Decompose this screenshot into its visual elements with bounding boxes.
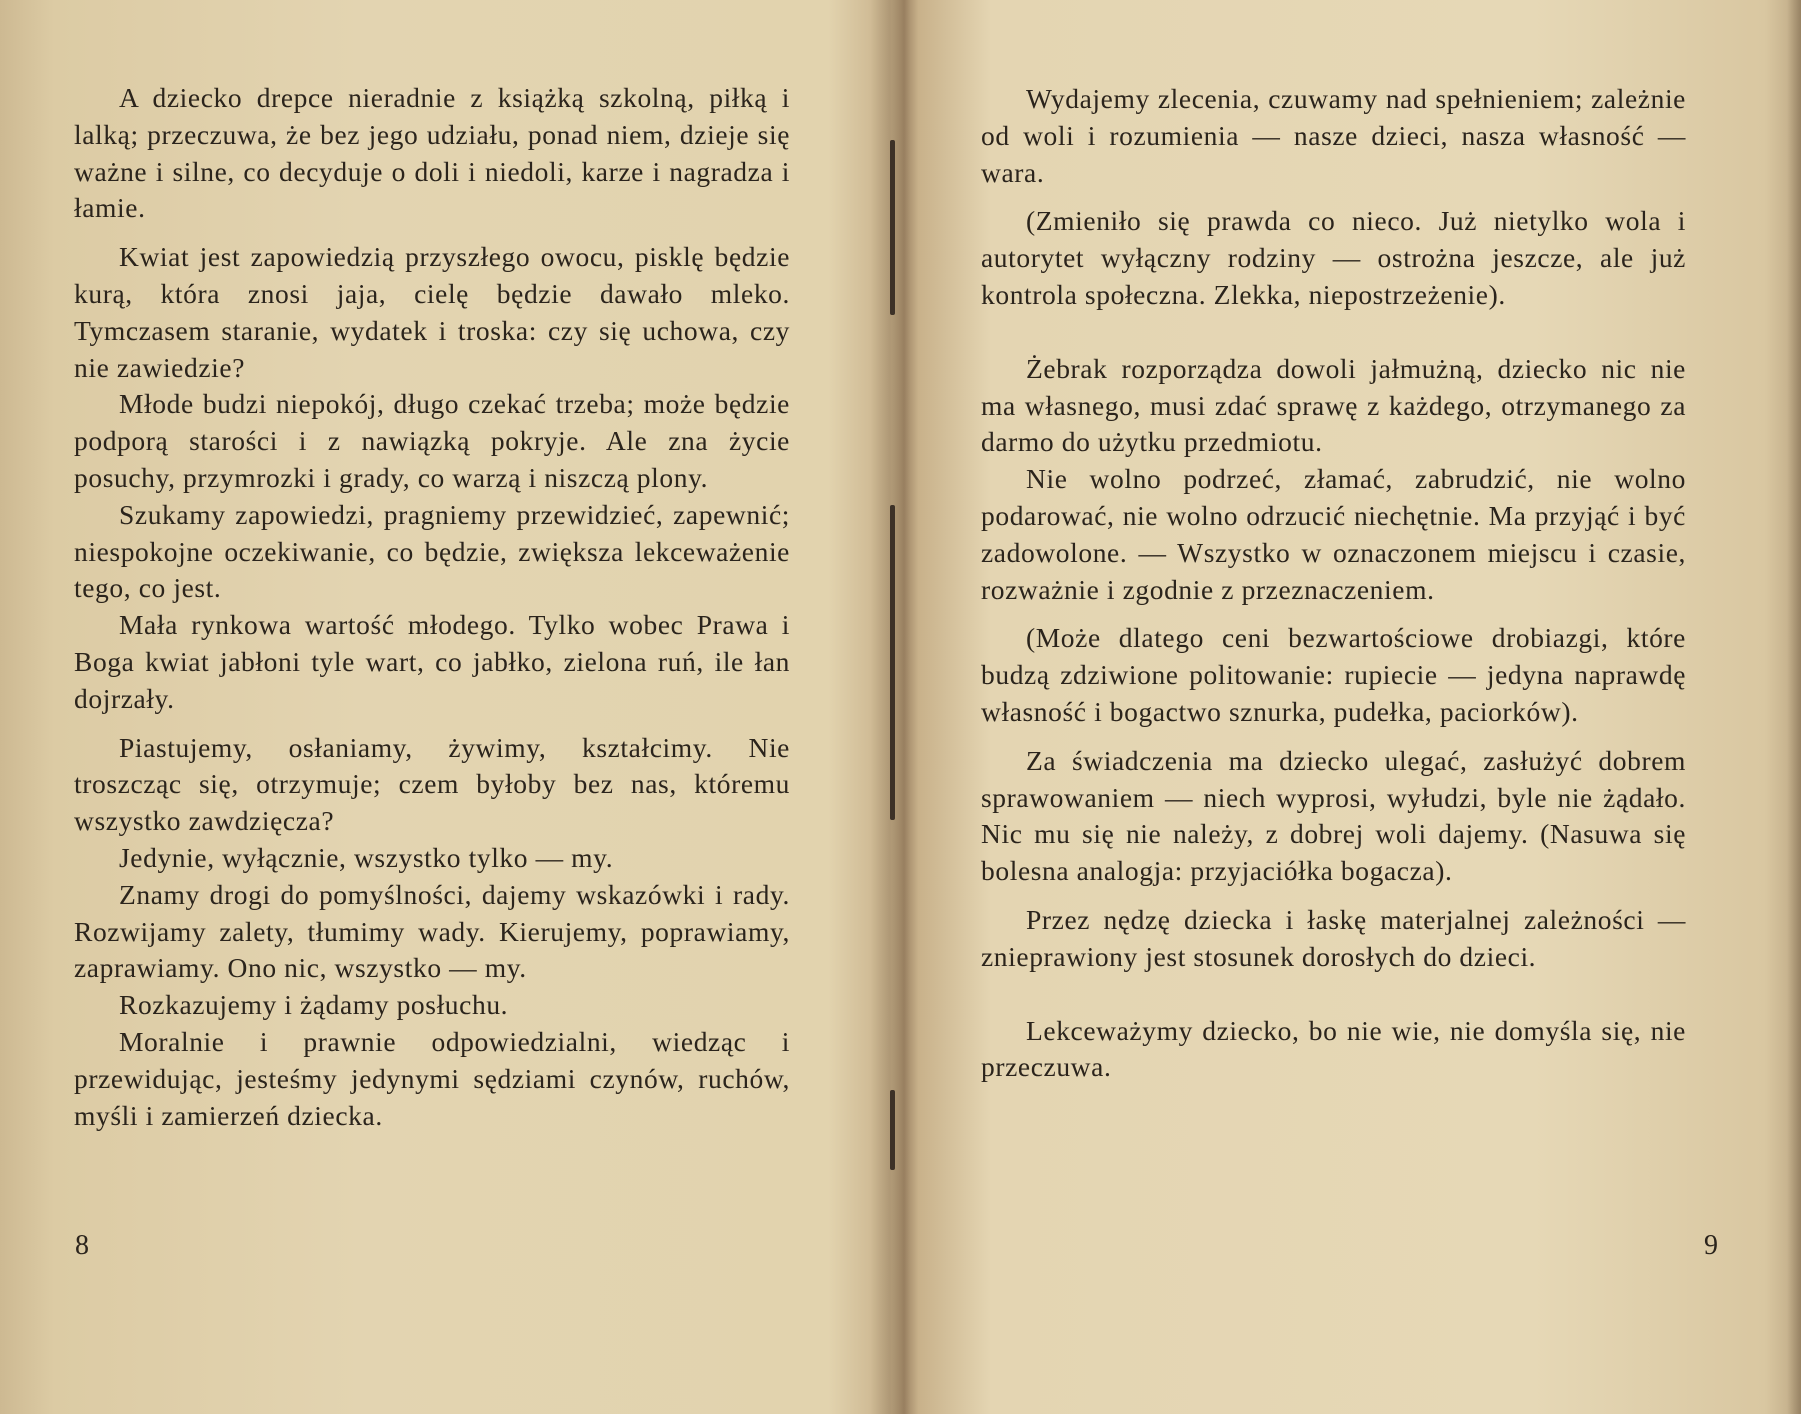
paragraph: Piastujemy, osłaniamy, żywimy, kształcimy. Nie troszcząc się, otrzymuje; czem byłoby bez nas, któremu wszystko zawdzięcza?	[74, 731, 790, 837]
paragraph: Szukamy zapowiedzi, pragniemy przewidzieć, zapewnić; niespokojne oczekiwanie, co będzie, zwiększa lekceważenie tego, co jest.	[74, 498, 790, 604]
paragraph: Lekceważymy dziecko, bo nie wie, nie domyśla się, nie przeczuwa.	[981, 1014, 1686, 1083]
paragraph: Jedynie, wyłącznie, wszystko tylko — my.	[119, 841, 614, 873]
paragraph: Moralnie i prawnie odpowiedzialni, wiedząc i przewidując, jesteśmy jedynymi sędziami czynów, ruchów, myśli i zamierzeń dziecka.	[74, 1025, 790, 1131]
left-page-text	[74, 80, 790, 1134]
paragraph: Młode budzi niepokój, długo czekać trzeba; może będzie podporą starości i z nawiązką pokryje. Ale zna życie posuchy, przymrozki i grady, co warzą i niszczą plony.	[74, 388, 790, 493]
paragraph: Mała rynkowa wartość młodego. Tylko wobec Prawa i Boga kwiat jabłoni tyle wart, co jabłko, zielona ruń, ile łan dojrzały.	[74, 609, 790, 714]
paragraph: Za świadczenia ma dziecko ulegać, zasłużyć dobrem sprawowaniem — niech wyprosi, wyłudzi, byle nie żądało. Nic mu się nie należy, z dobrej woli dajemy. (Nasuwa się bolesna analogja: przyjaciółka bogacza).	[981, 744, 1686, 887]
paragraph: Wydajemy zlecenia, czuwamy nad spełnieniem; zależnie od woli i rozumienia — nasze dzieci, nasza własność — wara.	[981, 83, 1686, 188]
paragraph: Kwiat jest zapowiedzią przyszłego owocu, pisklę będzie kurą, która znosi jaja, cielę będzie dawało mleko. Tymczasem staranie, wydatek i troska: czy się uchowa, czy nie zawiedzie?	[74, 241, 790, 383]
page-number: 9	[1704, 1230, 1718, 1261]
paragraph: Nie wolno podrzeć, złamać, zabrudzić, nie wolno podarować, nie wolno odrzucić niechętnie. Ma przyjąć i być zadowolone. — Wszystko w oznaczonem miejscu i czasie, rozważnie i zgodnie z przeznaczeniem.	[981, 463, 1686, 605]
paragraph: Znamy drogi do pomyślności, dajemy wskazówki i rady. Rozwijamy zalety, tłumimy wady. Kierujemy, poprawiamy, zaprawiamy. Ono nic, wszystko — my.	[74, 878, 790, 984]
paragraph: Rozkazujemy i żądamy posłuchu.	[119, 989, 509, 1021]
paragraph: A dziecko drepce nieradnie z książką szkolną, piłką i lalką; przeczuwa, że bez jego udziału, ponad niem, dzieje się ważne i silne, co decyduje o doli i niedoli, karze i nagradza i łamie.	[74, 82, 790, 224]
right-page-text	[981, 81, 1686, 1086]
right-page	[890, 0, 1801, 1414]
left-page	[0, 0, 890, 1414]
paragraph: (Może dlatego ceni bezwartościowe drobiazgi, które budzą zdziwione politowanie: rupiecie — jedyna naprawdę własność i bogactwo sznurka, pudełka, paciorków).	[981, 622, 1686, 727]
paragraph: (Zmieniło się prawda co nieco. Już nietylko wola i autorytet wyłączny rodziny — ostrożna jeszcze, ale już kontrola społeczna. Zlekka, niepostrzeżenie).	[981, 205, 1686, 310]
paragraph: Żebrak rozporządza dowoli jałmużną, dziecko nic nie ma własnego, musi zdać sprawę z każdego, otrzymanego za darmo do użytku przedmiotu.	[981, 352, 1686, 458]
page-number: 8	[75, 1230, 89, 1261]
paragraph: Przez nędzę dziecka i łaskę materjalnej zależności — znieprawiony jest stosunek dorosłych do dzieci.	[981, 903, 1686, 972]
